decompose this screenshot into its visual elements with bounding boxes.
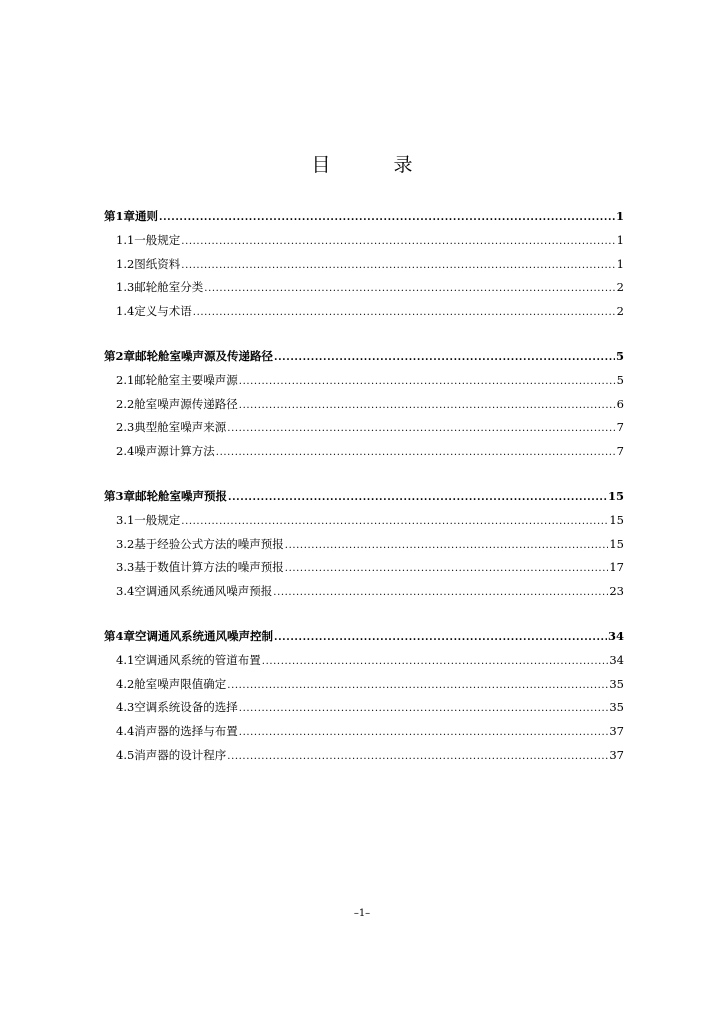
section-title: 空调通风系统通风噪声预报 xyxy=(134,584,273,599)
dot-leader xyxy=(181,233,615,247)
section-number: 2.1 xyxy=(116,372,135,387)
toc-section[interactable] xyxy=(104,396,624,420)
page-number: 15 xyxy=(609,512,624,527)
toc-section[interactable] xyxy=(104,419,624,443)
chapter-number: 第1章 xyxy=(104,209,136,223)
chapter-spacer xyxy=(104,327,624,348)
section-title: 舱室噪声限值确定 xyxy=(134,676,227,691)
section-number: 4.3 xyxy=(116,700,135,715)
dot-leader xyxy=(239,700,609,714)
section-number: 1.4 xyxy=(116,304,135,319)
page-number: 35 xyxy=(609,700,624,715)
page-number: 1 xyxy=(616,256,624,271)
dot-leader xyxy=(228,489,607,503)
toc-section[interactable] xyxy=(104,536,624,560)
dot-leader xyxy=(216,444,616,458)
dot-leader xyxy=(285,537,609,551)
chapter-spacer xyxy=(104,607,624,628)
page-number: 34 xyxy=(609,652,624,667)
dot-leader xyxy=(285,560,609,574)
section-title: 一般规定 xyxy=(134,232,181,247)
chapter-title: 邮轮舱室噪声源及传递路径 xyxy=(135,348,274,363)
toc-chapter[interactable] xyxy=(104,488,624,512)
chapter-number: 第3章 xyxy=(104,488,136,503)
page-number: 1 xyxy=(615,209,624,223)
dot-leader xyxy=(239,373,616,387)
dot-leader xyxy=(227,677,608,691)
toc-section[interactable] xyxy=(104,583,624,607)
page-number: 34 xyxy=(607,628,624,643)
dot-leader xyxy=(273,584,608,598)
dot-leader xyxy=(262,653,609,667)
section-title: 定义与术语 xyxy=(134,304,192,319)
page-number: 5 xyxy=(615,348,624,363)
section-number: 4.5 xyxy=(116,747,135,762)
chapter-title: 通则 xyxy=(135,209,159,223)
toc-chapter[interactable] xyxy=(104,208,624,232)
dot-leader xyxy=(239,397,616,411)
chapter-title: 邮轮舱室噪声预报 xyxy=(135,488,228,503)
section-title: 空调通风系统的管道布置 xyxy=(134,652,261,667)
dot-leader xyxy=(274,629,607,643)
toc-section[interactable] xyxy=(104,232,624,256)
toc-section[interactable] xyxy=(104,512,624,536)
toc-section[interactable] xyxy=(104,372,624,396)
page-number: 15 xyxy=(607,488,624,503)
section-title: 一般规定 xyxy=(134,512,181,527)
dot-leader xyxy=(227,748,608,762)
toc-section[interactable] xyxy=(104,699,624,723)
section-number: 2.2 xyxy=(116,396,135,411)
page-number: 37 xyxy=(609,747,624,762)
section-number: 1.2 xyxy=(116,256,135,271)
dot-leader xyxy=(239,724,609,738)
section-title: 典型舱室噪声来源 xyxy=(134,420,227,435)
page-number: 7 xyxy=(616,420,624,435)
section-title: 消声器的选择与布置 xyxy=(134,724,238,739)
toc-section[interactable] xyxy=(104,443,624,467)
toc-section[interactable] xyxy=(104,279,624,303)
chapter-spacer xyxy=(104,467,624,488)
dot-leader xyxy=(274,349,615,363)
dot-leader xyxy=(159,209,615,223)
page-number: 35 xyxy=(609,676,624,691)
section-number: 4.4 xyxy=(116,724,135,739)
page-number: 6 xyxy=(616,396,624,411)
dot-leader xyxy=(204,280,615,294)
page-number: 7 xyxy=(616,444,624,459)
section-title: 噪声源计算方法 xyxy=(134,444,215,459)
section-title: 邮轮舱室分类 xyxy=(134,280,204,295)
section-number: 4.1 xyxy=(116,652,135,667)
section-number: 1.1 xyxy=(116,232,135,247)
section-title: 基于经验公式方法的噪声预报 xyxy=(134,536,284,551)
page-number: 23 xyxy=(609,584,624,599)
section-number: 4.2 xyxy=(116,676,135,691)
section-title: 舱室噪声源传递路径 xyxy=(134,396,238,411)
chapter-title: 空调通风系统通风噪声控制 xyxy=(135,628,274,643)
page-number: 1 xyxy=(616,232,624,247)
section-title: 基于数值计算方法的噪声预报 xyxy=(134,560,284,575)
toc-section[interactable] xyxy=(104,559,624,583)
section-title: 邮轮舱室主要噪声源 xyxy=(134,372,238,387)
section-number: 3.3 xyxy=(116,560,135,575)
section-title: 消声器的设计程序 xyxy=(134,747,227,762)
section-number: 3.2 xyxy=(116,536,135,551)
chapter-number: 第4章 xyxy=(104,628,136,643)
page-number: 37 xyxy=(609,724,624,739)
dot-leader xyxy=(181,513,608,527)
toc-section[interactable] xyxy=(104,747,624,771)
section-number: 3.1 xyxy=(116,512,135,527)
table-of-contents xyxy=(104,208,624,771)
section-number: 3.4 xyxy=(116,584,135,599)
page-number: 5 xyxy=(616,372,624,387)
section-title: 图纸资料 xyxy=(134,256,181,271)
dot-leader xyxy=(227,420,615,434)
chapter-number: 第2章 xyxy=(104,348,136,363)
section-number: 1.3 xyxy=(116,280,135,295)
toc-section[interactable] xyxy=(104,723,624,747)
page-number: 15 xyxy=(609,536,624,551)
dot-leader xyxy=(181,257,615,271)
toc-section[interactable] xyxy=(104,652,624,676)
toc-section[interactable] xyxy=(104,676,624,700)
toc-section[interactable] xyxy=(104,303,624,327)
toc-chapter[interactable] xyxy=(104,628,624,652)
section-number: 2.4 xyxy=(116,444,135,459)
page-footer-number: –1– xyxy=(353,908,371,919)
toc-chapter[interactable] xyxy=(104,348,624,372)
toc-section[interactable] xyxy=(104,256,624,280)
section-number: 2.3 xyxy=(116,420,135,435)
page-title: 目 录 xyxy=(311,154,435,176)
dot-leader xyxy=(193,304,616,318)
page-number: 2 xyxy=(616,280,624,295)
section-title: 空调系统设备的选择 xyxy=(134,700,238,715)
page-number: 2 xyxy=(616,304,624,319)
page-number: 17 xyxy=(609,560,624,575)
